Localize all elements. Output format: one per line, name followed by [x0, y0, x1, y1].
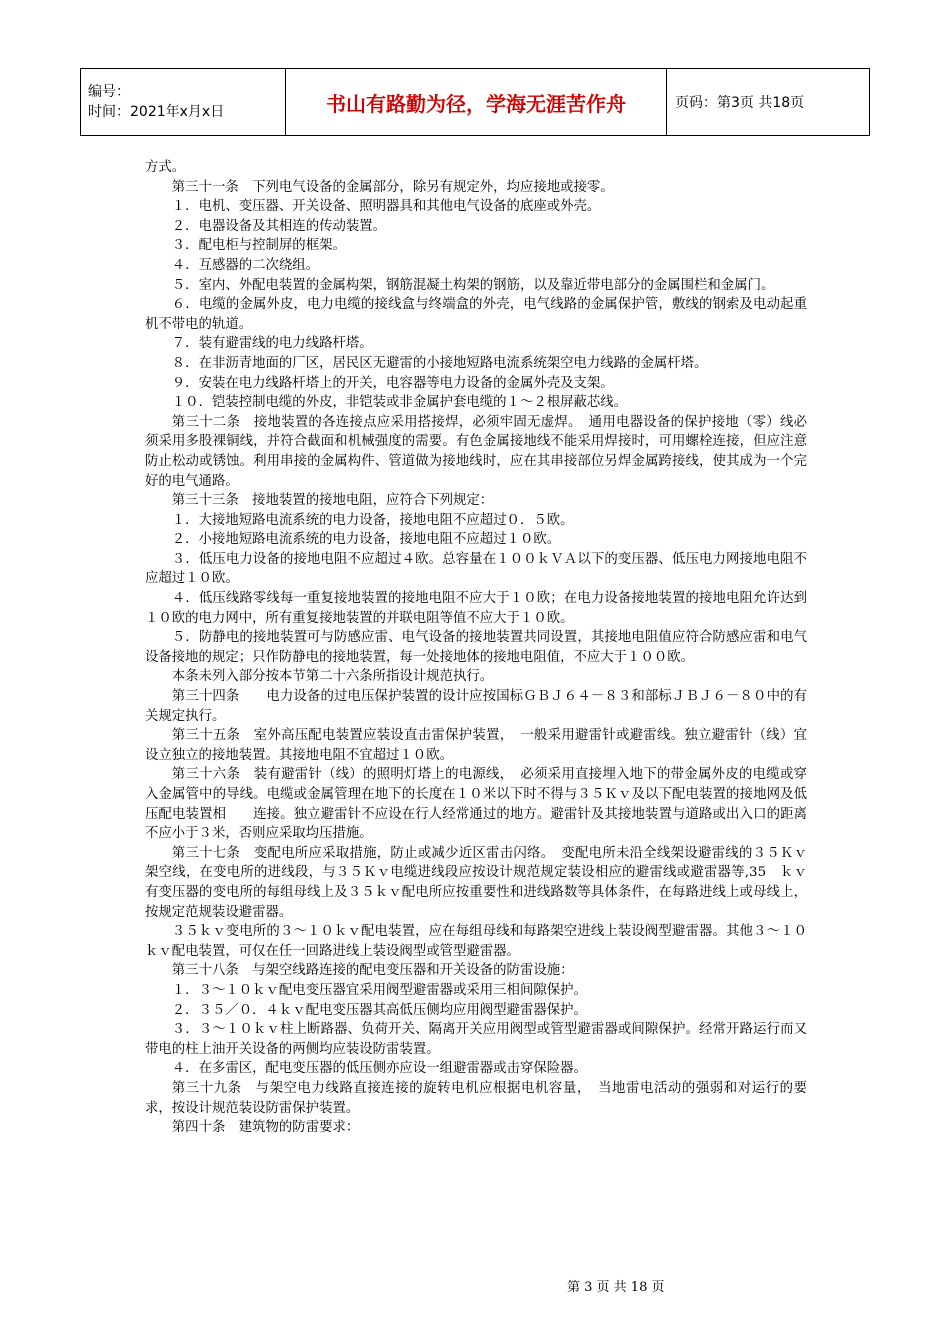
paragraph: ５．室内、外配电装置的金属构架，钢筋混凝土构架的钢筋，以及靠近带电部分的金属围栏和金属门。: [171, 277, 775, 293]
paragraph: ２．３５／０．４ｋｖ配电变压器其高低压侧均应用阀型避雷器保护。: [171, 1002, 587, 1018]
paragraph: ３．配电柜与控制屏的框架。: [171, 238, 346, 254]
paragraph: 第三十一条 下列电气设备的金属部分，除另有规定外，均应接地或接零。: [171, 179, 614, 195]
paragraph: ３．３～１０ｋｖ柱上断路器、负荷开关、隔离开关应用阀型或管型避雷器或间隙保护。经常开路运行而又带电的柱上油开关设备的两侧均应装设防雷装置。: [145, 1022, 807, 1057]
paragraph: １．３～１０ｋｖ配电变压器宜采用阀型避雷器或采用三相间隙保护。: [171, 982, 587, 998]
paragraph: 第三十二条 接地装置的各连接点应采用搭接焊，必须牢固无虚焊。 通用电器设备的保护接地（零）线必须采用多股裸铜线，并符合截面和机械强度的需要。有色金属接地线不能采用焊接时，可用螺栓连接，但应注意防止松动或锈蚀。利用串接的金属构件、管道做为接地线时，应在其串接部位另焊金属跨接线，使其成为一个完好的电气通路。: [145, 414, 807, 489]
paragraph: ４．在多雷区，配电变压器的低压侧亦应设一组避雷器或击穿保险器。: [171, 1061, 587, 1077]
paragraph: ７．装有避雷线的电力线路杆塔。: [171, 336, 373, 352]
paragraph: 本条未列入部分按本节第二十六条所指设计规范执行。: [171, 669, 494, 685]
header-meta: [81, 69, 286, 136]
paragraph: 第三十三条 接地装置的接地电阻，应符合下列规定：: [171, 493, 494, 509]
header-page-label: 页码：第3页 共18页: [667, 69, 870, 136]
footer-page-number: 第 3 页 共 18 页: [567, 1280, 665, 1295]
header-motto: 书山有路勤为径，学海无涯苦作舟: [286, 69, 667, 136]
paragraph: １０．铠装控制电缆的外皮，非铠装或非金属护套电缆的１～２根屏蔽芯线。: [171, 395, 628, 411]
paragraph: 第四十条 建筑物的防雷要求：: [171, 1120, 360, 1136]
paragraph: ３５ｋｖ变电所的３～１０ｋｖ配电装置，应在每组母线和每路架空进线上装设阀型避雷器。其他３～１０ｋｖ配电装置，可仅在任一回路进线上装设阀型或管型避雷器。: [145, 924, 807, 959]
paragraph: ２．电器设备及其相连的传动装置。: [171, 218, 387, 234]
paragraph: 方式。: [145, 160, 186, 175]
paragraph: ８．在非沥青地面的厂区，居民区无避雷的小接地短路电流系统架空电力线路的金属杆塔。: [171, 355, 708, 371]
paragraph: ３．低压电力设备的接地电阻不应超过４欧。总容量在１００ｋＶＡ以下的变压器、低压电力网接地电阻不应超过１０欧。: [145, 551, 807, 587]
document-header: [80, 68, 870, 136]
header-number-label: 编号：: [88, 84, 130, 100]
paragraph: ４．互感器的二次绕组。: [171, 257, 320, 273]
header-time-label: 时间：2021年x月x日: [88, 104, 225, 120]
paragraph: 第三十四条 电力设备的过电压保护装置的设计应按国标ＧＢＪ６４－８３和部标ＪＢＪ６－８０中的有关规定执行。: [145, 689, 807, 724]
paragraph: ５．防静电的接地装置可与防感应雷、电气设备的接地装置共同设置，其接地电阻值应符合防感应雷和电气设备接地的规定；只作防静电的接地装置，每一处接地体的接地电阻值，不应大于１００欧。: [145, 630, 807, 665]
paragraph: 第三十六条 装有避雷针（线）的照明灯塔上的电源线， 必须采用直接埋入地下的带金属外皮的电缆或穿入金属管中的导线。电缆或金属管理在地下的长度在１０米以下时不得与３５Ｋｖ及以下配电装置的接地网及低压配电装置相 连接。独立避雷针不应设在行人经常通过的地方。避雷针及其接地装置与道路或出入口的距离不应小于３米，否则应采取均压措施。: [145, 767, 807, 842]
paragraph: ９．安装在电力线路杆塔上的开关，电容器等电力设备的金属外壳及支架。: [171, 375, 614, 391]
paragraph: 第三十五条 室外高压配电装置应装设直击雷保护装置， 一般采用避雷针或避雷线。独立避雷针（线）宜设立独立的接地装置。其接地电阻不宜超过１０欧。: [145, 728, 807, 763]
paragraph: ２．小接地短路电流系统的电力设备，接地电阻不应超过１０欧。: [171, 532, 561, 548]
paragraph: 第三十九条 与架空电力线路直接连接的旋转电机应根据电机容量， 当地雷电活动的强弱和对运行的要求，按设计规范装设防雷保护装置。: [145, 1080, 807, 1116]
paragraph: 第三十七条 变配电所应采取措施，防止或减少近区雷击闪络。 变配电所未沿全线架设避雷线的３５Ｋｖ架空线，在变电所的进线段，与３５Ｋｖ电缆进线段应按设计规范规定装设相应的避雷线或避雷器等,35 ｋｖ有变压器的变电所的每组母线上及３５ｋｖ配电所应按重要性和进线路数等具体条件，在每路进线上或母线上，按规定范规装设避雷器。: [145, 845, 807, 920]
paragraph: ６．电缆的金属外皮，电力电缆的接线盒与终端盒的外壳，电气线路的金属保护管，敷线的钢索及电动起重机不带电的轨道。: [145, 297, 807, 332]
paragraph: ４．低压线路零线每一重复接地装置的接地电阻不应大于１０欧；在电力设备接地装置的接地电阻允许达到１０欧的电力网中，所有重复接地装置的并联电阻等值不应大于１０欧。: [145, 591, 807, 626]
document-body: [145, 158, 807, 1138]
paragraph: １．大接地短路电流系统的电力设备，接地电阻不应超过０．５欧。: [171, 512, 574, 528]
paragraph: 第三十八条 与架空线路连接的配电变压器和开关设备的防雷设施：: [171, 963, 574, 979]
paragraph: １．电机、变压器、开关设备、照明器具和其他电气设备的底座或外壳。: [171, 199, 601, 215]
